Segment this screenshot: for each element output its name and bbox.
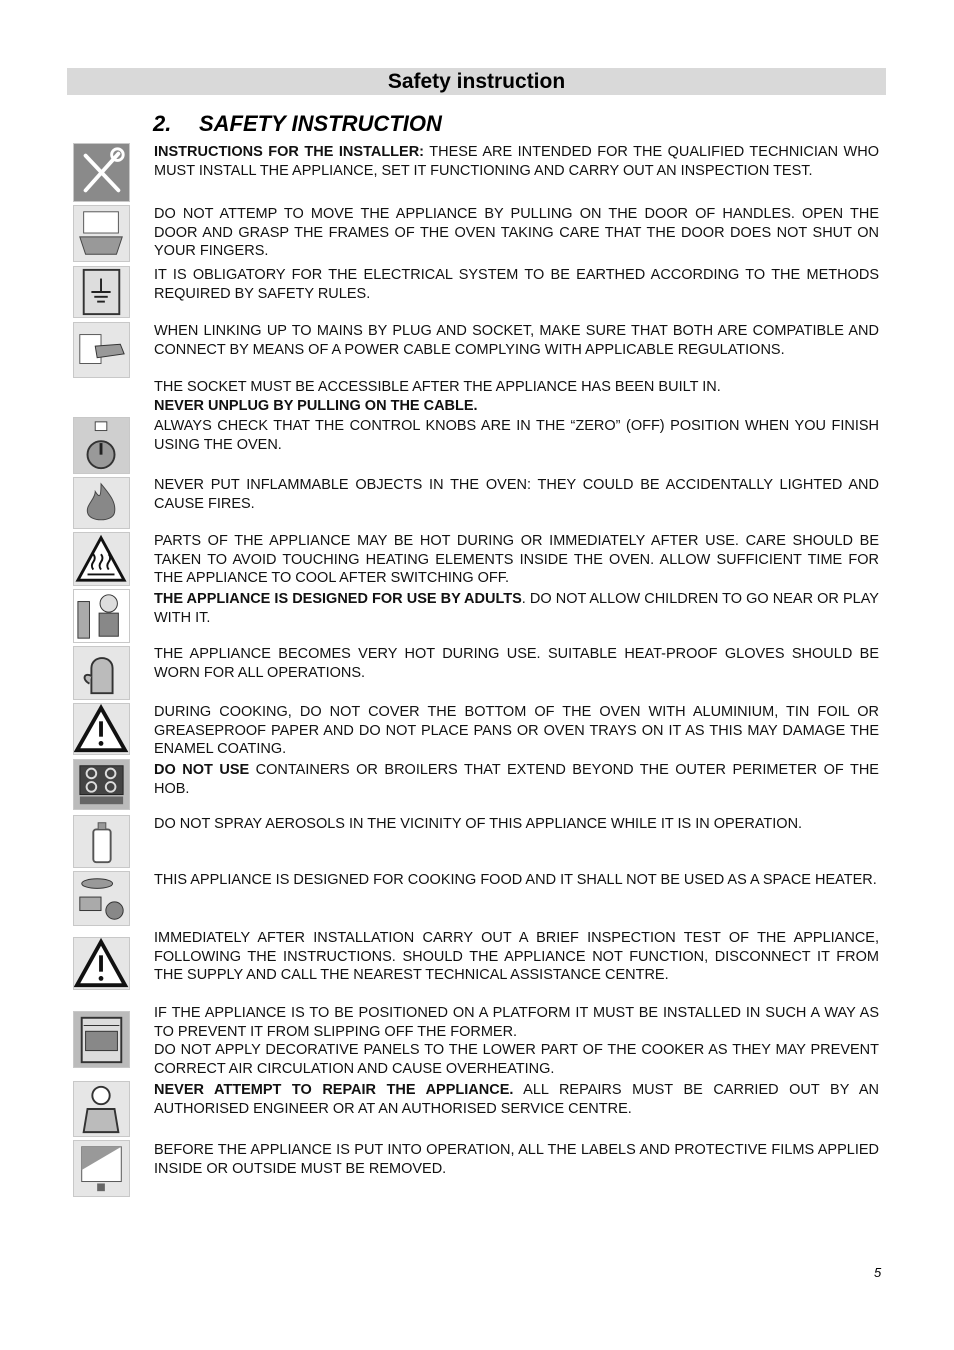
- paragraph-installer: INSTRUCTIONS FOR THE INSTALLER: THESE ARE INTENDED FOR THE QUALIFIED TECHNICIAN WHO MUST INSTALL THE APPLIANCE, SET IT FUNCTIONING AND CARRY OUT AN INSPECTION TEST.: [154, 144, 879, 179]
- earth-ground-icon: [73, 266, 130, 318]
- paragraph-cooking-cover: DURING COOKING, DO NOT COVER THE BOTTOM OF THE OVEN WITH ALUMINIUM, TIN FOIL OR GREASEPROOF PAPER AND DO NOT PLACE PANS OR OVEN TRAYS ON IT AS THIS MAY DAMAGE THE ENAMEL COATING.: [154, 704, 879, 757]
- section-title: [153, 111, 442, 137]
- page-header-title: Safety instruction: [387, 69, 566, 93]
- children-icon: [73, 589, 130, 643]
- paragraph-inflammable: NEVER PUT INFLAMMABLE OBJECTS IN THE OVEN: THEY COULD BE ACCIDENTALLY LIGHTED AND CAUSE FIRES.: [154, 477, 879, 512]
- page-header-bar: [67, 68, 886, 95]
- paragraph-moving: DO NOT ATTEMP TO MOVE THE APPLIANCE BY PULLING ON THE DOOR OF HANDLES. OPEN THE DOOR AND GRASP THE FRAMES OF THE OVEN TAKING CARE THAT THE DOOR DOES NOT SHUT ON YOUR FINGERS.: [154, 206, 879, 259]
- flame-icon: [73, 477, 130, 529]
- section-number: 2.: [153, 111, 172, 136]
- paragraph-gloves: THE APPLIANCE BECOMES VERY HOT DURING USE. SUITABLE HEAT-PROOF GLOVES SHOULD BE WORN FOR ALL OPERATIONS.: [154, 646, 879, 681]
- paragraph-knobs: ALWAYS CHECK THAT THE CONTROL KNOBS ARE IN THE “ZERO” (OFF) POSITION WHEN YOU FINISH USING THE OVEN.: [154, 418, 879, 453]
- protective-film-icon: [73, 1140, 130, 1197]
- paragraph-mains: WHEN LINKING UP TO MAINS BY PLUG AND SOCKET, MAKE SURE THAT BOTH ARE COMPATIBLE AND CONNECT BY MEANS OF A POWER CABLE COMPLYING WITH APPLICABLE REGULATIONS.: [154, 323, 879, 358]
- aerosol-can-icon: [73, 815, 130, 868]
- hob-burners-icon: [73, 759, 130, 810]
- paragraph-earthing: IT IS OBLIGATORY FOR THE ELECTRICAL SYSTEM TO BE EARTHED ACCORDING TO THE METHODS REQUIRED BY SAFETY RULES.: [154, 267, 879, 302]
- paragraph-unplug: NEVER UNPLUG BY PULLING ON THE CABLE.: [154, 398, 478, 414]
- oven-door-icon: [73, 205, 130, 262]
- paragraph-platform: IF THE APPLIANCE IS TO BE POSITIONED ON A PLATFORM IT MUST BE INSTALLED IN SUCH A WAY AS TO PREVENT IT FROM SLIPPING OFF THE FORMER.: [154, 1005, 879, 1040]
- technician-icon: [73, 1081, 130, 1137]
- paragraph-labels: BEFORE THE APPLIANCE IS PUT INTO OPERATION, ALL THE LABELS AND PROTECTIVE FILMS APPLIED INSIDE OR OUTSIDE MUST BE REMOVED.: [154, 1142, 879, 1177]
- tools-icon: [73, 143, 130, 202]
- warning-icon: [73, 703, 130, 755]
- hot-surface-icon: [73, 532, 130, 586]
- paragraph-adults: THE APPLIANCE IS DESIGNED FOR USE BY ADULTS. DO NOT ALLOW CHILDREN TO GO NEAR OR PLAY WITH IT.: [154, 591, 879, 626]
- paragraph-repair: NEVER ATTEMPT TO REPAIR THE APPLIANCE. ALL REPAIRS MUST BE CARRIED OUT BY AN AUTHORISED ENGINEER OR AT AN AUTHORISED SERVICE CENTRE.: [154, 1082, 879, 1117]
- paragraph-space-heater: THIS APPLIANCE IS DESIGNED FOR COOKING FOOD AND IT SHALL NOT BE USED AS A SPACE HEATER.: [154, 872, 877, 888]
- paragraph-hot-parts: PARTS OF THE APPLIANCE MAY BE HOT DURING OR IMMEDIATELY AFTER USE. CARE SHOULD BE TAKEN TO AVOID TOUCHING HEATING ELEMENTS INSIDE THE OVEN. ALLOW SUFFICIENT TIME FOR THE APPLIANCE TO COOL AFTER SWITCHING OFF.: [154, 533, 879, 586]
- cooker-icon: [73, 1011, 130, 1068]
- food-icon: [73, 871, 130, 926]
- paragraph-aerosols: DO NOT SPRAY AEROSOLS IN THE VICINITY OF THIS APPLIANCE WHILE IT IS IN OPERATION.: [154, 816, 803, 832]
- paragraph-containers: DO NOT USE CONTAINERS OR BROILERS THAT EXTEND BEYOND THE OUTER PERIMETER OF THE HOB.: [154, 762, 879, 797]
- section-title-text: SAFETY INSTRUCTION: [199, 111, 442, 136]
- paragraph-socket: THE SOCKET MUST BE ACCESSIBLE AFTER THE APPLIANCE HAS BEEN BUILT IN.: [154, 379, 721, 395]
- oven-glove-icon: [73, 646, 130, 700]
- paragraph-inspection: IMMEDIATELY AFTER INSTALLATION CARRY OUT A BRIEF INSPECTION TEST OF THE APPLIANCE, FOLLOWING THE INSTRUCTIONS. SHOULD THE APPLIANCE NOT FUNCTION, DISCONNECT IT FROM THE SUPPLY AND CALL THE NEAREST TECHNICAL ASSISTANCE CENTRE.: [154, 930, 879, 983]
- paragraph-decorative-panels: DO NOT APPLY DECORATIVE PANELS TO THE LOWER PART OF THE COOKER AS THEY MAY PREVENT CORRECT AIR CIRCULATION AND CAUSE OVERHEATING.: [154, 1042, 879, 1077]
- plug-socket-icon: [73, 322, 130, 378]
- page-number: 5: [874, 1265, 882, 1280]
- warning-icon: [73, 937, 130, 990]
- control-knob-icon: [73, 417, 130, 474]
